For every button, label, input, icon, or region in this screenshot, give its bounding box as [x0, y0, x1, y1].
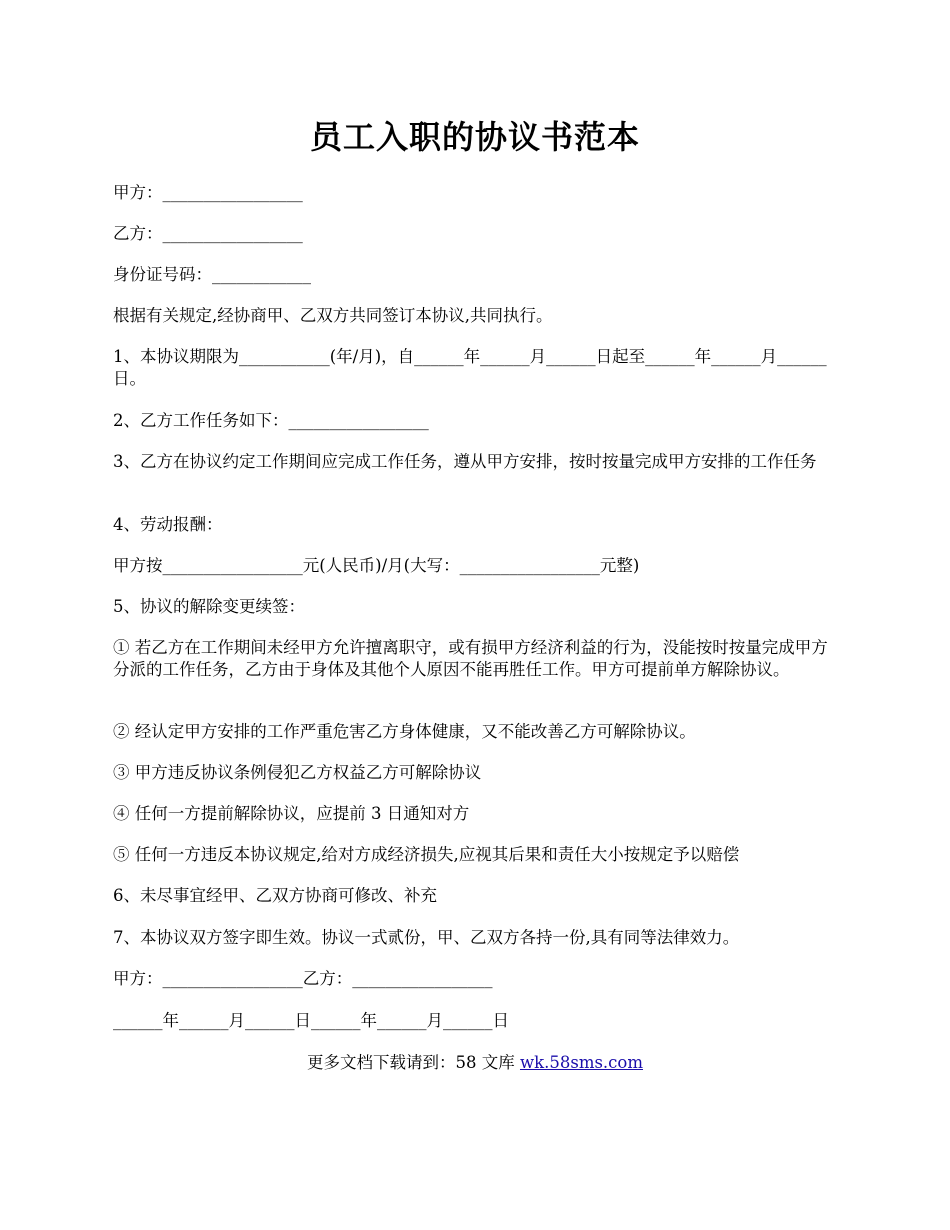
clause-4-salary: 甲方按_________________元(人民币)/月(大写：_________________元整)	[113, 556, 640, 575]
clause-5-heading: 5、协议的解除变更续签：	[113, 597, 305, 616]
document-title: 员工入职的协议书范本	[309, 118, 640, 156]
clause-5-item-1: ① 若乙方在工作期间未经甲方允许擅离职守，或有损甲方经济利益的行为，没能按时按量完成甲方分派的工作任务，乙方由于身体及其他个人原因不能再胜任工作。甲方可提前单方解除协议。	[113, 638, 828, 679]
clause-1-term: 1、本协议期限为___________(年/月)，自______年______月______日起至______年______月______日。	[113, 347, 827, 388]
preamble-paragraph: 根据有关规定,经协商甲、乙双方共同签订本协议,共同执行。	[113, 306, 553, 325]
party-b-line: 乙方：_________________	[113, 224, 303, 243]
clause-3-duties: 3、乙方在协议约定工作期间应完成工作任务，遵从甲方安排，按时按量完成甲方安排的工作任务	[113, 452, 817, 471]
party-a-line: 甲方：_________________	[113, 183, 303, 202]
id-number-line: 身份证号码：____________	[113, 265, 311, 284]
clause-6: 6、未尽事宜经甲、乙双方协商可修改、补充	[113, 886, 437, 905]
clause-7: 7、本协议双方签字即生效。协议一式贰份，甲、乙双方各持一份,具有同等法律效力。	[113, 928, 740, 947]
clause-2-tasks: 2、乙方工作任务如下：_________________	[113, 411, 429, 430]
clause-5-item-3: ③ 甲方违反协议条例侵犯乙方权益乙方可解除协议	[113, 763, 482, 782]
clause-5-item-2: ② 经认定甲方安排的工作严重危害乙方身体健康，又不能改善乙方可解除协议。	[113, 722, 696, 741]
footer	[0, 1052, 950, 1074]
date-line: ______年______月______日______年______月______日	[113, 1011, 509, 1030]
footer-text: 更多文档下载请到：58 文库	[306, 1053, 520, 1072]
clause-5-item-5: ⑤ 任何一方违反本协议规定,给对方成经济损失,应视其后果和责任大小按规定予以赔偿	[113, 845, 740, 864]
clause-4-heading: 4、劳动报酬：	[113, 515, 223, 534]
footer-link[interactable]: wk.58sms.com	[519, 1053, 643, 1072]
signature-line: 甲方：_________________乙方：_________________	[113, 969, 493, 988]
clause-5-item-4: ④ 任何一方提前解除协议，应提前 3 日通知对方	[113, 804, 470, 823]
